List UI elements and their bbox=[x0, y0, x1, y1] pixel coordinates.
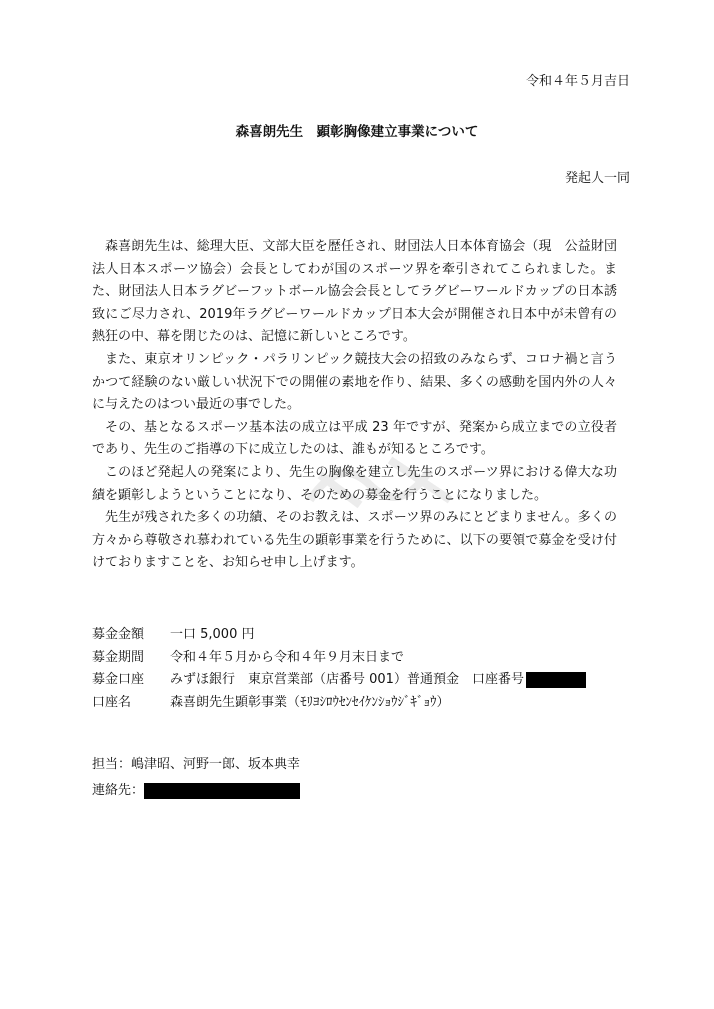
period-label: 募金期間 bbox=[92, 649, 145, 665]
account-row bbox=[92, 669, 586, 692]
document-date: 令和４年５月吉日 bbox=[525, 74, 630, 89]
contact-block bbox=[92, 752, 300, 804]
body-text bbox=[92, 236, 617, 575]
paragraph-1: 森喜朗先生は、総理大臣、文部大臣を歴任され、財団法人日本体育協会（現 公益財団法人日本スポーツ協会）会長としてわが国のスポーツ界を牽引されてこられました。また、財団法人日本ラグビーフットボール協会会長としてラグビーワールドカップの日本誘致にご尽力され、2019年ラグビーワールドカップ日本大会が開催され日本中が未曾有の熱狂の中、幕を閉じたのは、記憶に新しいところです。 bbox=[92, 239, 617, 345]
contact-person: 担当：嶋津昭、河野一郎、坂本典幸 bbox=[92, 757, 301, 772]
paragraph-4: このほど発起人の発案により、先生の胸像を建立し先生のスポーツ界における偉大な功績を顕彰しようということになり、そのための募金を行うことになりました。 bbox=[92, 464, 617, 503]
amount-label: 募金金額 bbox=[92, 627, 145, 642]
period-value: 令和４年５月から令和４年９月末日まで bbox=[170, 649, 405, 665]
account-value: みずほ銀行 東京営業部（店番号 001）普通預金 口座番号 bbox=[170, 672, 524, 687]
account-label: 募金口座 bbox=[92, 672, 145, 687]
sender-line: 発起人一同 bbox=[564, 171, 630, 186]
contact-redaction bbox=[144, 783, 300, 799]
contact-phone-row bbox=[92, 778, 300, 804]
donation-info bbox=[92, 624, 586, 714]
account-name-label: 口座名 bbox=[92, 694, 132, 710]
amount-value: 一口 5,000 円 bbox=[170, 627, 255, 642]
paragraph-3: その、基となるスポーツ基本法の成立は平成 23 年ですが、発案から成立までの立役者であり、先生のご指導の下に成立したのは、誰もが知るところです。 bbox=[92, 419, 617, 458]
paragraph-5: 先生が残された多くの功績、そのお教えは、スポーツ界のみにとどまりません。多くの方々から尊敬され慕われている先生の顕彰事業を行うために、以下の要領で募金を受け付けておりますことを、お知らせ申し上げます。 bbox=[92, 510, 617, 571]
contact-phone-label: 連絡先： bbox=[92, 783, 145, 798]
paragraph-2: また、東京オリンピック・パラリンピック競技大会の招致のみならず、コロナ禍と言うかつて経験のない厳しい状況下での開催の素地を作り、結果、多くの感動を国内外の人々に与えたのはつい最近の事でした。 bbox=[92, 351, 617, 413]
account-name-value: 森喜朗先生顕彰事業（ﾓﾘﾖｼﾛｳｾﾝｾｲｹﾝｼｮｳｼﾞｷﾞｮｳ） bbox=[170, 694, 450, 710]
account-name-row bbox=[92, 692, 586, 715]
faint-watermark-stamp bbox=[300, 445, 470, 515]
amount-row bbox=[92, 624, 586, 647]
period-row bbox=[92, 647, 586, 670]
document-title: 森喜朗先生 顕彰胸像建立事業について bbox=[235, 124, 479, 140]
account-number-redaction bbox=[526, 672, 586, 688]
